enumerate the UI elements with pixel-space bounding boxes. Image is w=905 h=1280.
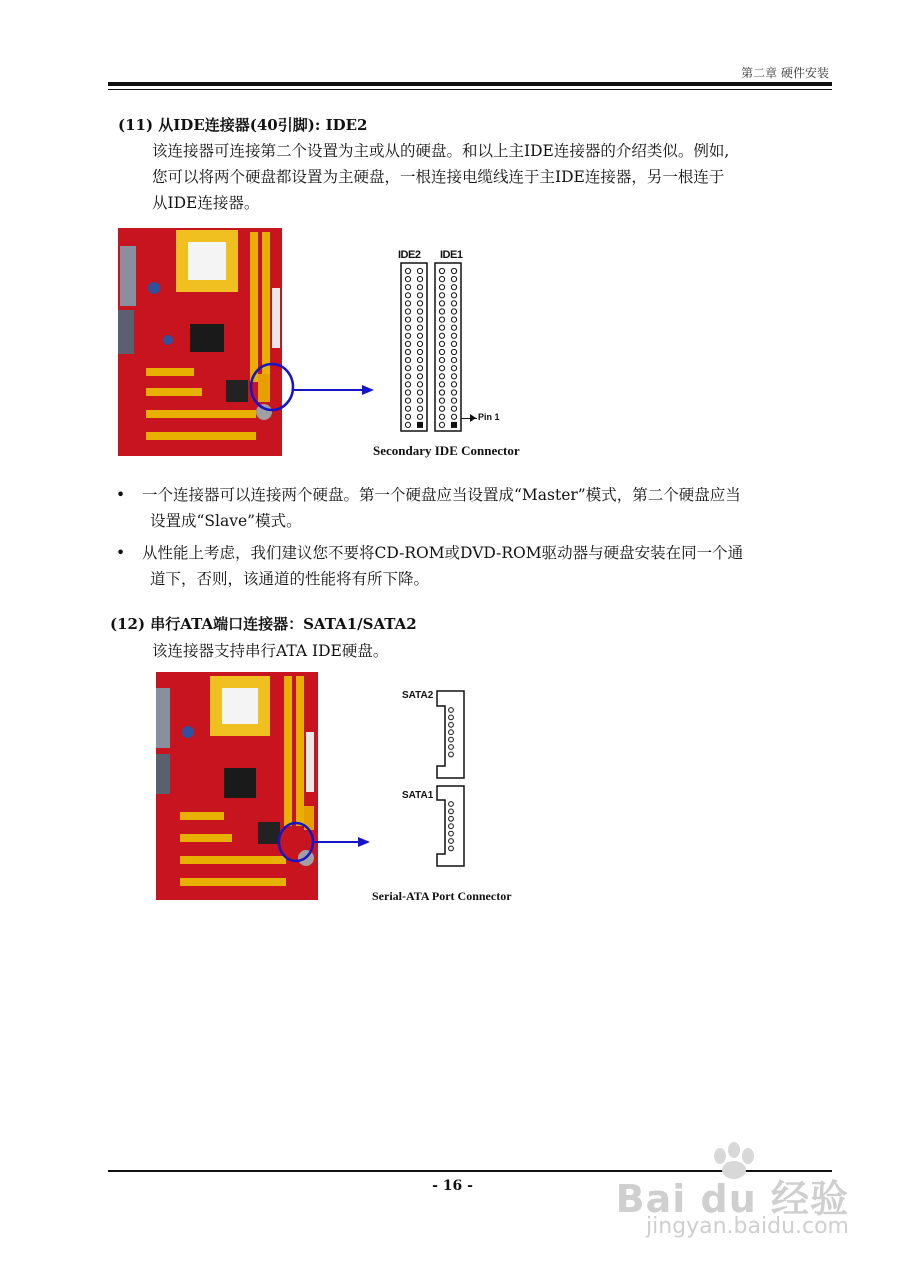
pin-hole: [417, 366, 422, 371]
sata-pin: [449, 802, 454, 807]
pin-hole: [451, 301, 456, 306]
pin-hole: [417, 374, 422, 379]
pin-hole: [439, 406, 444, 411]
pin-hole: [439, 277, 444, 282]
pin-hole: [405, 422, 410, 427]
pin-hole: [451, 317, 456, 322]
pin-hole: [405, 301, 410, 306]
pin-hole: [405, 268, 410, 273]
pin-hole: [439, 317, 444, 322]
paragraph-line: 您可以将两个硬盘都设置为主硬盘，一根连接电缆线连于主IDE连接器，另一根连于: [152, 168, 725, 186]
pin-hole: [439, 390, 444, 395]
sata-pin: [449, 737, 454, 742]
pin-hole: [451, 366, 456, 371]
pin-hole: [417, 406, 422, 411]
pin-hole: [405, 341, 410, 346]
pin-hole: [417, 301, 422, 306]
sata-pin: [449, 730, 454, 735]
ide-caption: Secondary IDE Connector: [373, 443, 520, 458]
sata-pin: [449, 846, 454, 851]
bullet-dot-icon: •: [116, 486, 126, 504]
section-12-heading: (12) 串行ATA端口连接器：SATA1/SATA2: [110, 615, 417, 633]
sata2-label: SATA2: [402, 690, 434, 701]
pin-hole: [451, 406, 456, 411]
pin-hole: [417, 317, 422, 322]
pin-hole: [405, 358, 410, 363]
pin1-arrow-icon: [470, 414, 476, 422]
header-rule-thick: [108, 82, 832, 86]
pin-hole: [451, 390, 456, 395]
chapter-header: 第二章 硬件安装: [741, 66, 829, 80]
pin-hole: [405, 309, 410, 314]
pin-hole: [451, 285, 456, 290]
pin-hole: [417, 293, 422, 298]
bullet-line: 道下，否则，该通道的性能将有所下降。: [150, 570, 430, 588]
pin-hole: [439, 285, 444, 290]
page-number: - 16 -: [432, 1178, 473, 1194]
sata-pin: [449, 824, 454, 829]
pin-hole: [405, 374, 410, 379]
pin-hole: [439, 414, 444, 419]
pin-hole: [439, 325, 444, 330]
pin-hole: [417, 309, 422, 314]
pin-hole: [417, 341, 422, 346]
pin-1-square: [451, 422, 457, 428]
ide-connector-diagram: [400, 262, 470, 432]
pin-hole: [405, 349, 410, 354]
sata-connector-diagram: [434, 688, 468, 868]
pin-hole: [405, 398, 410, 403]
pin-hole: [451, 325, 456, 330]
pin-hole: [405, 317, 410, 322]
pin-hole: [439, 341, 444, 346]
pin-hole: [405, 382, 410, 387]
pin-hole: [417, 285, 422, 290]
pin-hole: [439, 382, 444, 387]
watermark-url: jingyan.baidu.com: [645, 1214, 849, 1239]
sata-pin: [449, 745, 454, 750]
pin-hole: [451, 341, 456, 346]
pin-hole: [405, 325, 410, 330]
bullet-line: 一个连接器可以连接两个硬盘。第一个硬盘应当设置成“Master”模式，第二个硬盘应当: [142, 486, 741, 504]
motherboard-image-ide: [118, 228, 282, 456]
pin-hole: [439, 398, 444, 403]
pin-hole: [439, 268, 444, 273]
paragraph-line: 从IDE连接器。: [152, 194, 260, 212]
pin-hole: [405, 285, 410, 290]
pin-hole: [439, 293, 444, 298]
pin-hole: [405, 414, 410, 419]
pin-hole: [451, 277, 456, 282]
pin-hole: [451, 358, 456, 363]
pin-hole: [451, 309, 456, 314]
sata-pin: [449, 715, 454, 720]
pin-hole: [451, 349, 456, 354]
watermark-brand: Bai du 经验: [615, 1177, 849, 1221]
section-11-paragraph: [152, 138, 729, 216]
pin-hole: [417, 390, 422, 395]
pin-hole: [439, 422, 444, 427]
pin-hole: [417, 333, 422, 338]
section-12-paragraph: 该连接器支持串行ATA IDE硬盘。: [152, 642, 389, 660]
pin-hole: [451, 333, 456, 338]
pin-hole: [451, 382, 456, 387]
pin-hole: [451, 293, 456, 298]
pin-hole: [439, 358, 444, 363]
sata1-label: SATA1: [402, 790, 434, 801]
sata-pin: [449, 839, 454, 844]
bullet-item: [116, 482, 741, 534]
pin-hole: [417, 382, 422, 387]
pin-hole: [439, 333, 444, 338]
pin-hole: [405, 390, 410, 395]
pin-1-square: [417, 422, 423, 428]
ide2-label: IDE2: [398, 249, 421, 261]
pin-hole: [405, 406, 410, 411]
pin-hole: [451, 268, 456, 273]
pin-hole: [417, 268, 422, 273]
pin-hole: [405, 366, 410, 371]
pin-hole: [417, 358, 422, 363]
pin-hole: [451, 374, 456, 379]
pin-hole: [417, 349, 422, 354]
sata-pin: [449, 831, 454, 836]
pin1-label: Pin 1: [478, 412, 500, 422]
pin-hole: [439, 309, 444, 314]
pin-hole: [405, 333, 410, 338]
sata-pin: [449, 809, 454, 814]
pin-hole: [451, 398, 456, 403]
bullet-line: 从性能上考虑，我们建议您不要将CD-ROM或DVD-ROM驱动器与硬盘安装在同一个通: [142, 544, 744, 562]
header-rule-thin: [108, 89, 832, 90]
sata-pin: [449, 708, 454, 713]
ide-pointer-arrow: [246, 360, 376, 414]
pin-hole: [417, 277, 422, 282]
pin-hole: [405, 277, 410, 282]
pin-hole: [439, 374, 444, 379]
bullet-item: [116, 540, 744, 592]
pin-hole: [439, 349, 444, 354]
pin-hole: [417, 414, 422, 419]
sata-pointer-arrow: [276, 820, 372, 866]
bullet-dot-icon: •: [116, 544, 126, 562]
sata-caption: Serial-ATA Port Connector: [372, 889, 512, 903]
paragraph-line: 该连接器可连接第二个设置为主或从的硬盘。和以上主IDE连接器的介绍类似。例如,: [152, 142, 730, 160]
ide1-label: IDE1: [440, 249, 463, 261]
pin-hole: [405, 293, 410, 298]
bullet-line: 设置成“Slave”模式。: [150, 512, 302, 530]
sata-pin: [449, 816, 454, 821]
pin-hole: [451, 414, 456, 419]
sata-pin: [449, 722, 454, 727]
pin-hole: [417, 398, 422, 403]
section-11-heading: (11) 从IDE连接器(40引脚): IDE2: [118, 116, 368, 134]
pin-hole: [439, 366, 444, 371]
pin-hole: [417, 325, 422, 330]
pin-hole: [439, 301, 444, 306]
sata-pin: [449, 752, 454, 757]
